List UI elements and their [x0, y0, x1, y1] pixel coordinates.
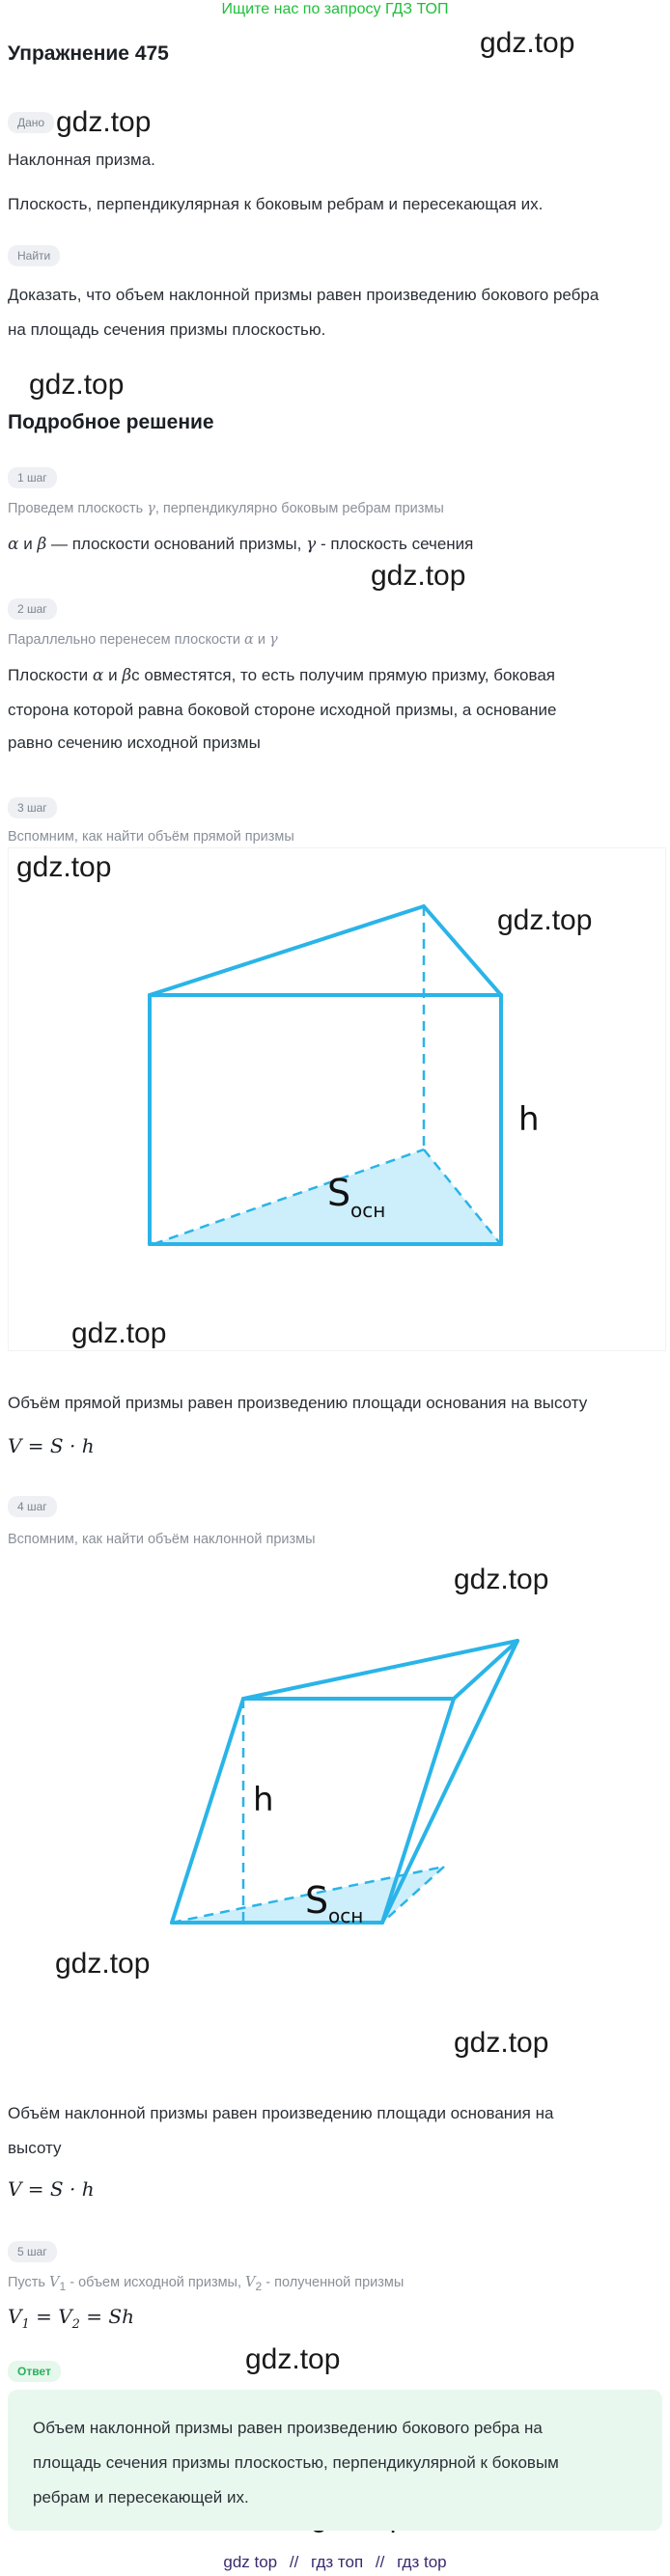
solution-heading: Подробное решение	[8, 411, 214, 433]
step-5-badge	[8, 2241, 57, 2262]
step-5-subtitle: Пусть $V_1$ - объем исходной призмы, $V_2$ - полученной призмы	[8, 2275, 405, 2293]
footer-separator: //	[289, 2553, 299, 2571]
step-3-text: Объём прямой призмы равен произведению площади основания на высоту	[8, 1394, 588, 1412]
footer-links	[0, 2553, 670, 2572]
step-5-formula: $V_1 = V_2 = Sh$	[8, 2305, 135, 2332]
step-2-line-3: равно сечению исходной призмы	[8, 734, 261, 752]
height-label: h	[253, 1781, 274, 1819]
watermark: gdz.top	[454, 1564, 549, 1595]
base-area-subscript: осн	[350, 1199, 386, 1222]
right-prism-diagram	[9, 848, 665, 1350]
find-line-1: Доказать, что объем наклонной призмы равен произведению бокового ребра	[8, 286, 600, 304]
prism-edge	[243, 1641, 517, 1699]
step-2-label: 2 шаг	[8, 598, 57, 620]
given-line-2: Плоскость, перпендикулярная к боковым ребрам и пересекающая их.	[8, 195, 544, 213]
step-4-subtitle: Вспомним, как найти объём наклонной призмы	[8, 1532, 316, 1547]
step-4-label: 4 шаг	[8, 1496, 57, 1517]
step-4-badge	[8, 1496, 57, 1517]
given-line-1: Наклонная призма.	[8, 151, 155, 169]
prism-edge	[424, 906, 501, 995]
step-2-subtitle: Параллельно перенесем плоскости α и γ	[8, 632, 278, 648]
watermark: gdz.top	[371, 560, 466, 592]
prism-edge	[382, 1641, 517, 1923]
height-label: h	[518, 1100, 540, 1139]
step-2-line-2: сторона которой равна боковой стороне исходной призмы, а основание	[8, 701, 557, 719]
step-1-badge	[8, 467, 57, 488]
watermark: gdz.top	[16, 851, 112, 883]
answer-badge	[8, 2361, 61, 2382]
base-area-label: S	[327, 1172, 351, 1214]
base-area-subscript: осн	[328, 1904, 364, 1927]
watermark: gdz.top	[56, 106, 152, 138]
watermark: gdz.top	[480, 27, 575, 59]
step-3-label: 3 шаг	[8, 797, 57, 818]
footer-link-3[interactable]: гдз top	[397, 2553, 447, 2571]
page-title: Упражнение 475	[8, 42, 169, 65]
step-4-formula: V = S · h	[8, 2177, 95, 2201]
prism-edge	[172, 1699, 243, 1923]
find-badge	[8, 245, 60, 266]
step-4-text-1: Объём наклонной призмы равен произведению площади основания на	[8, 2104, 554, 2122]
answer-label: Ответ	[8, 2361, 61, 2382]
footer-link-1[interactable]: gdz top	[223, 2553, 278, 2571]
prism-edge	[150, 906, 424, 995]
watermark: gdz.top	[454, 2027, 549, 2059]
step-3-badge	[8, 797, 57, 818]
given-label: Дано	[8, 112, 54, 133]
step-3-formula: V = S · h	[8, 1434, 95, 1457]
footer-link-2[interactable]: гдз топ	[311, 2553, 364, 2571]
answer-line-2: площадь сечения призмы плоскостью, перпендикулярной к боковым	[33, 2453, 559, 2472]
answer-line-3: ребрам и пересекающей их.	[33, 2488, 249, 2507]
answer-text	[33, 2411, 631, 2515]
right-prism-figure	[8, 847, 666, 1351]
watermark: gdz.top	[245, 2343, 341, 2375]
base-area-label: S	[305, 1879, 329, 1922]
step-4-text-2: высоту	[8, 2139, 62, 2157]
watermark: gdz.top	[55, 1948, 151, 1980]
step-5-label: 5 шаг	[8, 2241, 57, 2262]
footer-separator: //	[375, 2553, 385, 2571]
watermark: gdz.top	[29, 369, 125, 401]
step-2-line-1: Плоскости α и βс овместятся, то есть получим прямую призму, боковая	[8, 666, 555, 685]
oblique-prism-figure	[8, 1602, 664, 1950]
search-banner[interactable]: Ищите нас по запросу ГДЗ ТОП	[221, 1, 449, 17]
watermark: gdz.top	[497, 904, 593, 936]
answer-line-1: Объем наклонной призмы равен произведению бокового ребра на	[33, 2419, 543, 2437]
step-2-badge	[8, 598, 57, 620]
step-1-subtitle: Проведем плоскость γ, перпендикулярно боковым ребрам призмы	[8, 501, 444, 516]
find-line-2: на площадь сечения призмы плоскостью.	[8, 320, 326, 339]
watermark: gdz.top	[71, 1317, 167, 1349]
find-label: Найти	[8, 245, 60, 266]
given-badge	[8, 112, 54, 133]
step-1-label: 1 шаг	[8, 467, 57, 488]
oblique-prism-diagram	[8, 1602, 664, 1950]
step-3-subtitle: Вспомним, как найти объём прямой призмы	[8, 829, 294, 845]
step-1-text: α и β — плоскости оснований призмы, γ - плоскость сечения	[8, 535, 474, 554]
